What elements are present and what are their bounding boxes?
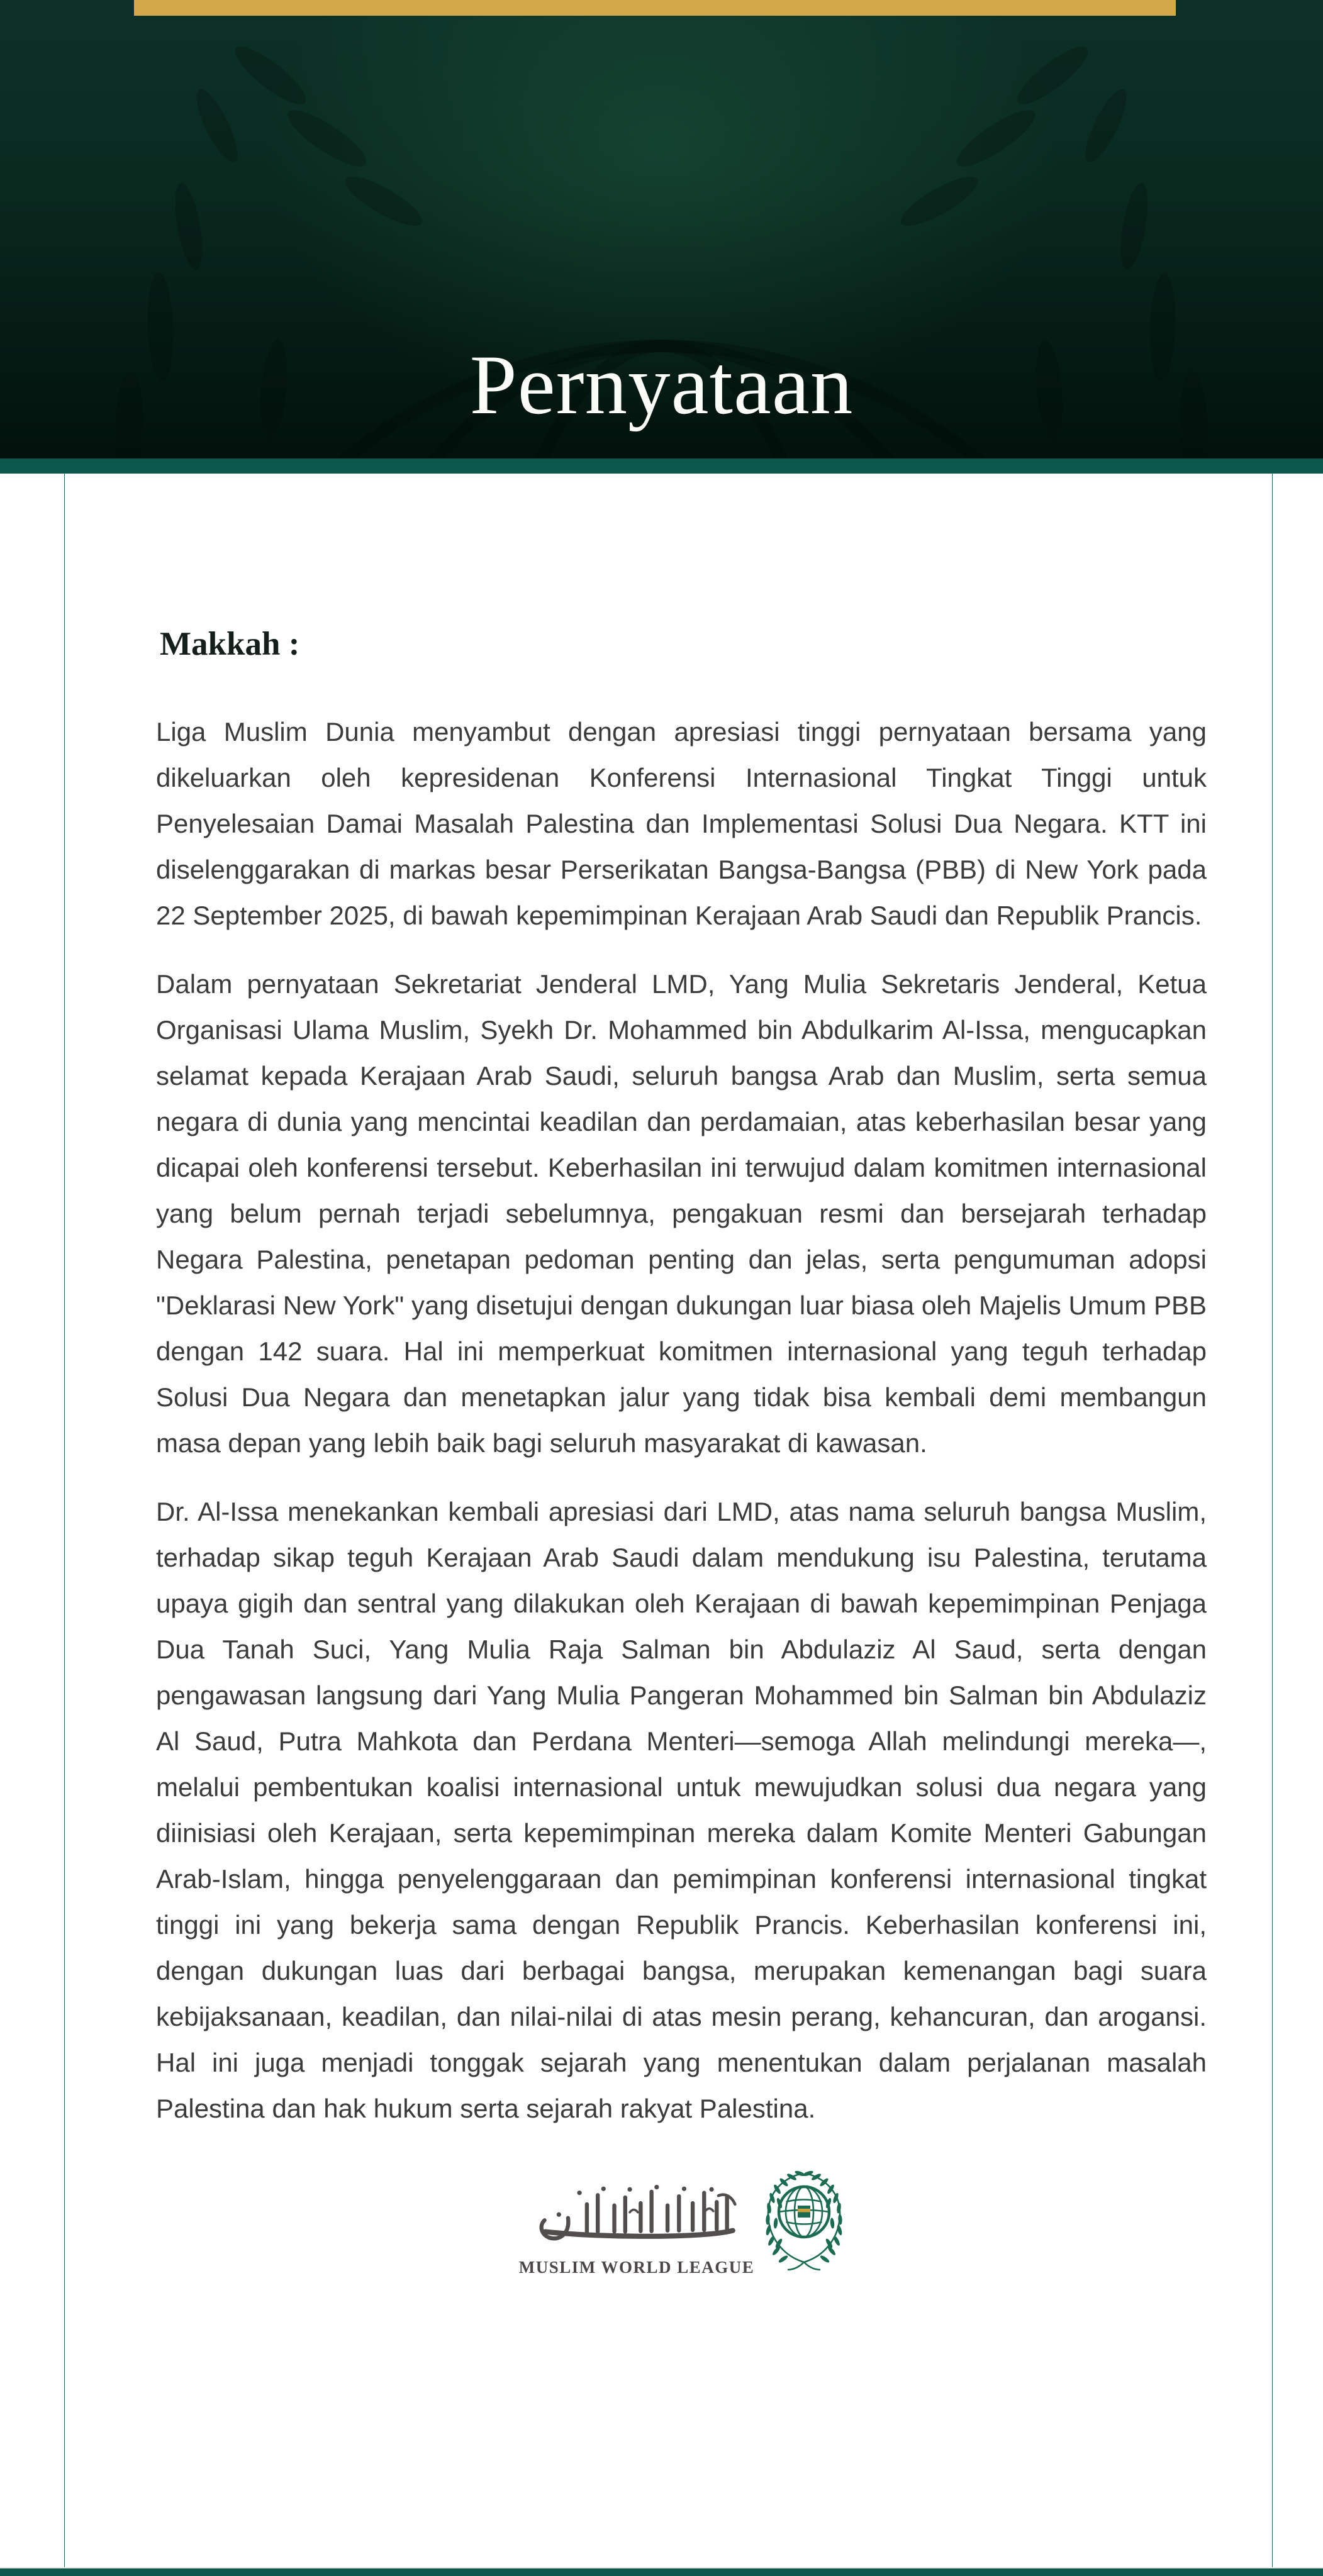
statement-paragraph-2: Dalam pernyataan Sekretariat Jenderal LMD, Yang Mulia Sekretaris Jenderal, Ketua Organisasi Ulama Muslim, Syekh Dr. Mohammed bin Abdulkarim Al-Issa, mengucapkan selamat kepada Kerajaan Arab Saudi, seluruh bangsa Arab dan Muslim, serta semua negara di dunia yang mencintai keadilan dan perdamaian, atas keberhasilan besar yang dicapai oleh konferensi tersebut. Keberhasilan ini terwujud dalam komitmen internasional yang belum pernah terjadi sebelumnya, pengakuan resmi dan bersejarah terhadap Negara Palestina, penetapan pedoman penting dan jelas, serta pengumuman adopsi "Deklarasi New York" yang disetujui dengan dukungan luar biasa oleh Majelis Umum PBB dengan 142 suara. Hal ini memperkuat komitmen internasional yang teguh terhadap Solusi Dua Negara dan menetapkan jalur yang tidak bisa kembali demi membangun masa depan yang lebih baik bagi seluruh masyarakat di kawasan. — [156, 969, 1207, 1458]
mwl-latin-name: MUSLIM WORLD LEAGUE — [518, 2258, 755, 2277]
page-header — [0, 0, 1323, 458]
mwl-wreath-globe-emblem-icon — [764, 2167, 844, 2277]
statement-paragraph-3: Dr. Al-Issa menekankan kembali apresiasi dari LMD, atas nama seluruh bangsa Muslim, terhadap sikap teguh Kerajaan Arab Saudi dalam mendukung isu Palestina, terutama upaya gigih dan sentral yang dilakukan oleh Kerajaan di bawah kepemimpinan Penjaga Dua Tanah Suci, Yang Mulia Raja Salman bin Abdulaziz Al Saud, serta dengan pengawasan langsung dari Yang Mulia Pangeran Mohammed bin Salman bin Abdulaziz Al Saud, Putra Mahkota dan Perdana Menteri—semoga Allah melindungi mereka—, melalui pembentukan koalisi internasional untuk mewujudkan solusi dua negara yang diinisiasi oleh Kerajaan, serta kepemimpinan mereka dalam Komite Menteri Gabungan Arab-Islam, hingga penyelenggaraan dan pemimpinan konferensi internasional tingkat tinggi ini yang bekerja sama dengan Republik Prancis. Keberhasilan konferensi ini, dengan dukungan luas dari berbagai bangsa, merupakan kemenangan bagi suara kebijaksanaan, keadilan, dan nilai-nilai di atas mesin perang, kehancuran, dan arogansi. Hal ini juga menjadi tonggak sejarah yang menentukan dalam perjalanan masalah Palestina dan hak hukum serta sejarah rakyat Palestina. — [156, 1497, 1207, 2124]
mwl-logo — [156, 2167, 1207, 2277]
mwl-arabic-calligraphy-icon — [525, 2185, 749, 2248]
statement-paragraph-1: Liga Muslim Dunia menyambut dengan apresiasi tinggi pernyataan bersama yang dikeluarkan oleh kepresidenan Konferensi Internasional Tingkat Tinggi untuk Penyelesaian Damai Masalah Palestina dan Implementasi Solusi Dua Negara. KTT ini diselenggarakan di markas besar Perserikatan Bangsa-Bangsa (PBB) di New York pada 22 September 2025, di bawah kepemimpinan Kerajaan Arab Saudi dan Republik Prancis. — [156, 717, 1207, 931]
statement-card — [64, 474, 1273, 2568]
footer-bar — [0, 2567, 1323, 2576]
page-title: Pernyataan — [469, 338, 854, 432]
gold-accent-bar — [134, 0, 1176, 16]
header-divider-band — [0, 458, 1323, 474]
dateline-heading: Makkah : — [160, 626, 300, 662]
mwl-logo-wordmark — [519, 2185, 755, 2277]
